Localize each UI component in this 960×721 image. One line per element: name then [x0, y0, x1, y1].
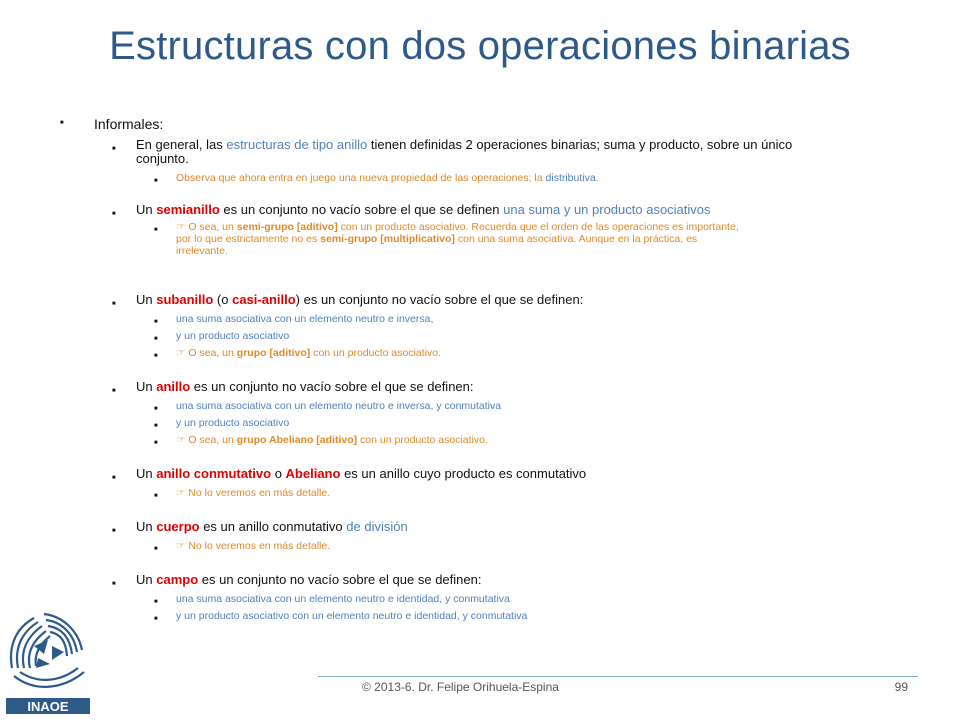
- bullet-marker: ■: [154, 336, 158, 342]
- anillo-sub-2: [60, 417, 910, 429]
- text: Un: [136, 202, 157, 217]
- bullet-marker: ■: [154, 319, 158, 325]
- cuerpo-note: [60, 540, 910, 552]
- anillo-item: [60, 380, 910, 394]
- semianillo-item: [60, 203, 910, 217]
- note-text: ☞ O sea, un: [176, 434, 237, 446]
- bullet-marker: ■: [112, 211, 116, 217]
- note-text: ☞ O sea, un: [176, 221, 237, 233]
- highlight: de división: [346, 519, 408, 534]
- text: Un: [136, 292, 157, 307]
- sub-text: una suma asociativa con un elemento neutro e identidad, y conmutativa: [176, 593, 510, 605]
- term-semianillo: semianillo: [156, 202, 220, 217]
- text: Un: [136, 572, 157, 587]
- term-anillo: anillo: [156, 379, 191, 394]
- note-text: irrelevante.: [176, 245, 228, 257]
- page-number: 99: [894, 680, 908, 694]
- text: es un anillo cuyo producto es conmutativo: [340, 466, 587, 481]
- observation-text: Observa que ahora entra en juego una nueva propiedad de las operaciones; la: [176, 172, 546, 184]
- text: es un conjunto no vacío sobre el que se definen:: [198, 572, 482, 587]
- conmutativo-item: [60, 467, 910, 481]
- sub-text: una suma asociativa con un elemento neutro e inversa, y conmutativa: [176, 400, 502, 412]
- term-casi-anillo: casi-anillo: [232, 292, 296, 307]
- semianillo-note: [60, 221, 910, 257]
- bullet-marker: ■: [154, 440, 158, 446]
- observation-highlight: distributiva: [545, 172, 596, 184]
- bullet-marker: ■: [154, 493, 158, 499]
- note-text: ☞ No lo veremos en más detalle.: [176, 540, 331, 552]
- bullet-marker: ■: [154, 227, 158, 233]
- note-bold: grupo [aditivo]: [236, 347, 311, 359]
- note-bold: semi-grupo [multiplicativo]: [320, 233, 455, 245]
- note-bold: semi-grupo [aditivo]: [236, 221, 338, 233]
- anillo-note: [60, 434, 910, 446]
- intro-text-2: tienen definidas 2 operaciones binarias; suma y producto, sobre un único: [367, 137, 793, 152]
- slide-content: [60, 116, 910, 622]
- bullet-marker: ■: [112, 388, 116, 394]
- text: Un: [136, 466, 157, 481]
- campo-sub-1: [60, 593, 910, 605]
- bullet-marker: ■: [60, 120, 64, 126]
- note-text: con una suma asociativa. Aunque en la práctica, es: [454, 233, 698, 245]
- term-abeliano: Abeliano: [285, 466, 341, 481]
- text: es un conjunto no vacío sobre el que se definen:: [190, 379, 474, 394]
- text: es un conjunto no vacío sobre el que se definen: [219, 202, 504, 217]
- term-cuerpo: cuerpo: [156, 519, 200, 534]
- subanillo-note: [60, 347, 910, 359]
- text: ) es un conjunto no vacío sobre el que se definen:: [295, 292, 584, 307]
- campo-item: [60, 573, 910, 587]
- text: es un anillo conmutativo: [199, 519, 347, 534]
- bullet-marker: ■: [112, 475, 116, 481]
- bullet-informales: [60, 116, 910, 132]
- cuerpo-item: [60, 520, 910, 534]
- subanillo-sub-1: [60, 313, 910, 325]
- note-text: con un producto asociativo.: [310, 347, 442, 359]
- bullet-marker: ■: [154, 406, 158, 412]
- note-bold: grupo Abeliano [aditivo]: [236, 434, 358, 446]
- informales-label: Informales:: [94, 116, 164, 132]
- observation-end: .: [595, 172, 599, 184]
- text: Un: [136, 379, 157, 394]
- intro-text-3: conjunto.: [136, 151, 189, 166]
- conmutativo-note: [60, 487, 910, 499]
- inaoe-logo: [4, 606, 92, 716]
- text: (o: [213, 292, 233, 307]
- note-text: ☞ O sea, un: [176, 347, 237, 359]
- bullet-marker: ■: [112, 581, 116, 587]
- intro-observation: [60, 172, 910, 184]
- term-campo: campo: [156, 572, 199, 587]
- sub-text: y un producto asociativo con un elemento neutro e identidad, y conmutativa: [176, 610, 528, 622]
- term-anillo-conmutativo: anillo conmutativo: [156, 466, 272, 481]
- bullet-marker: ■: [112, 528, 116, 534]
- bullet-marker: ■: [154, 599, 158, 605]
- logo-text: INAOE: [27, 699, 69, 714]
- bullet-marker: ■: [154, 353, 158, 359]
- sub-text: una suma asociativa con un elemento neutro e inversa,: [176, 313, 434, 325]
- bullet-marker: ■: [154, 546, 158, 552]
- bullet-marker: ■: [112, 301, 116, 307]
- note-text: con un producto asociativo.: [357, 434, 488, 446]
- intro-item: [60, 138, 910, 166]
- intro-highlight: estructuras de tipo anillo: [226, 137, 368, 152]
- bullet-marker: ■: [154, 616, 158, 622]
- inaoe-logo-graphic: [4, 606, 92, 716]
- footer-copyright: © 2013-6. Dr. Felipe Orihuela-Espina: [362, 680, 559, 694]
- anillo-sub-1: [60, 400, 910, 412]
- sub-text: y un producto asociativo: [176, 330, 290, 342]
- slide-footer: [318, 676, 918, 699]
- text: Un: [136, 519, 157, 534]
- text: o: [271, 466, 286, 481]
- note-text: por lo que estrictamente no es: [176, 233, 321, 245]
- bullet-marker: ■: [112, 146, 116, 152]
- term-subanillo: subanillo: [156, 292, 214, 307]
- campo-sub-2: [60, 610, 910, 622]
- sub-text: y un producto asociativo: [176, 417, 290, 429]
- bullet-marker: ■: [154, 178, 158, 184]
- highlight: una suma y un producto asociativos: [503, 202, 711, 217]
- subanillo-item: [60, 293, 910, 307]
- intro-text-1: En general, las: [136, 137, 227, 152]
- note-text: con un producto asociativo. Recuerda que el orden de las operaciones es importante,: [337, 221, 739, 233]
- note-text: ☞ No lo veremos en más detalle.: [176, 487, 331, 499]
- subanillo-sub-2: [60, 330, 910, 342]
- bullet-marker: ■: [154, 423, 158, 429]
- slide-title: Estructuras con dos operaciones binarias: [109, 24, 851, 68]
